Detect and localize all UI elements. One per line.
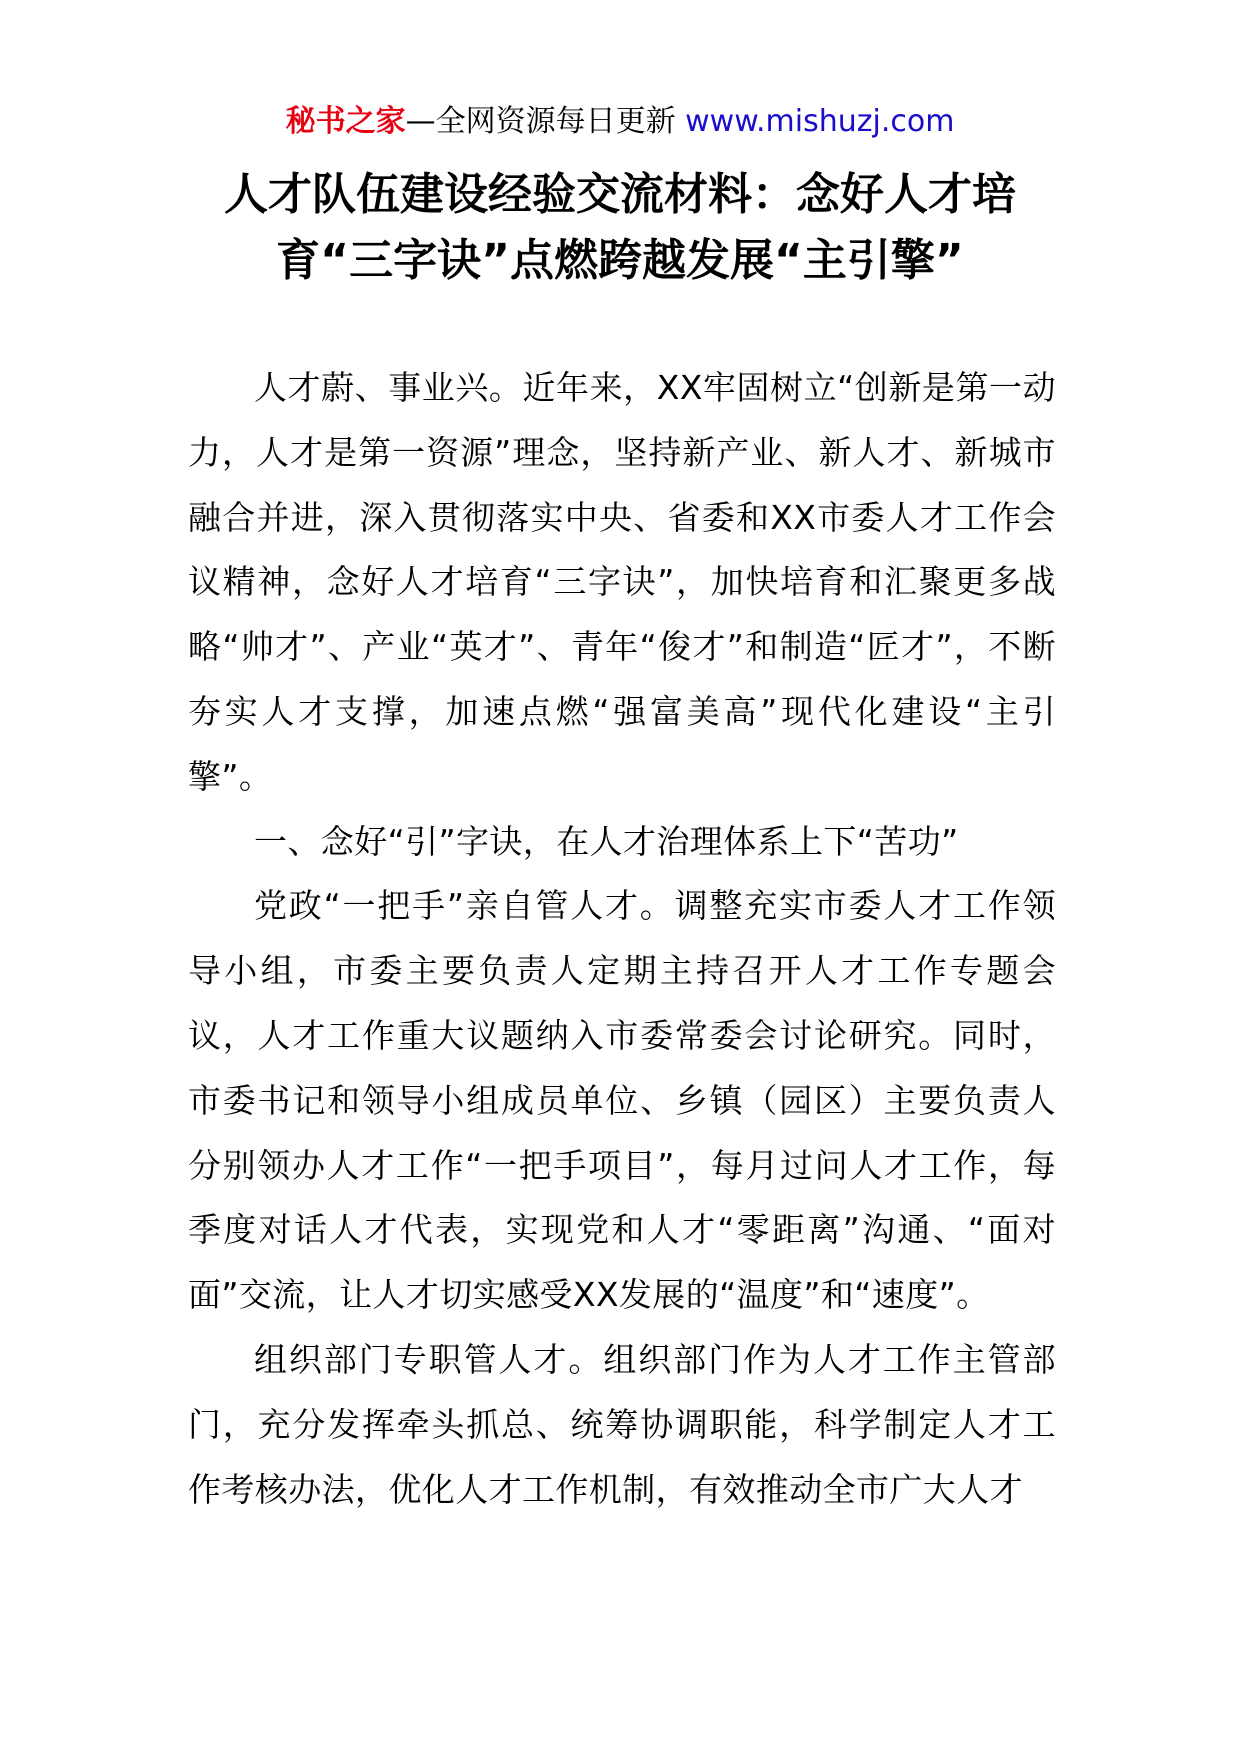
title-line-1: 人才队伍建设经验交流材料：念好人才培 (224, 169, 1016, 220)
site-url-link[interactable]: www.mishuzj.com (685, 104, 955, 139)
body-paragraph: 党政“一把手”亲自管人才。调整充实市委人才工作领导小组，市委主要负责人定期主持召开人才工作专题会议，人才工作重大议题纳入市委常委会讨论研究。同时，市委书记和领导小组成员单位、乡镇（园区）主要负责人分别领办人才工作“一把手项目”，每月过问人才工作，每季度对话人才代表，实现党和人才“零距离”沟通、“面对面”交流，让人才切实感受XX发展的“温度”和“速度”。 (188, 886, 1056, 1315)
section-heading: 一、念好“引”字诀，在人才治理体系上下“苦功” (254, 821, 959, 861)
document-title (160, 162, 1080, 294)
body-paragraph: 组织部门专职管人才。组织部门作为人才工作主管部门，充分发挥牵头抓总、统筹协调职能，科学制定人才工作考核办法，优化人才工作机制，有效推动全市广大人才 (188, 1339, 1056, 1509)
document-body (188, 356, 1056, 1522)
body-paragraph: 人才蔚、事业兴。近年来，XX牢固树立“创新是第一动力，人才是第一资源”理念，坚持新产业、新人才、新城市融合并进，深入贯彻落实中央、省委和XX市委人才工作会议精神，念好人才培育“三字诀”，加快培育和汇聚更多战略“帅才”、产业“英才”、青年“俊才”和制造“匠才”，不断夯实人才支撑，加速点燃“强富美高”现代化建设“主引擎”。 (188, 368, 1056, 796)
title-line-2: 育“三字诀”点燃跨越发展“主引擎” (276, 235, 964, 286)
site-slogan: —全网资源每日更新 (405, 104, 676, 139)
site-header (0, 100, 1240, 144)
site-brand: 秘书之家 (285, 104, 406, 139)
